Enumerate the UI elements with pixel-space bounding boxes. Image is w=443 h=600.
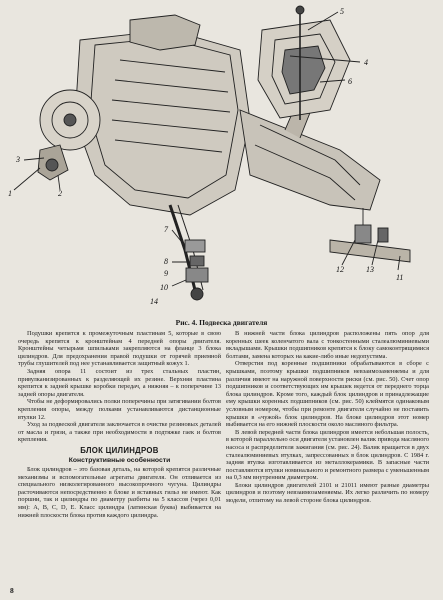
callout-5: 5 — [340, 7, 344, 16]
paragraph: В левой передней части блока цилиндров имеется небольшая полость, в которой параллельно оси двигателя установлен валик привода масляного насоса и распределителя зажигания (см. рис. 24). Валик вращается в двух сталеалюминиевых втулках, запрессованных в блок цилиндров. С 1984 г. задняя втулка изготавливается из металлокерамики. В запасные части поставляются втулки номинального и ремонтного размера с уменьшенным на 0,3 мм внутренним диаметром. — [226, 428, 429, 482]
callout-12: 12 — [336, 265, 344, 274]
figure-caption: Рис. 4. Подвеска двигателя — [175, 318, 268, 327]
callout-4: 4 — [364, 58, 368, 67]
right-column — [226, 330, 429, 505]
callout-11: 11 — [396, 273, 404, 282]
callout-1: 1 — [8, 189, 12, 198]
paragraph: Подушки крепятся к промежуточным пластинам 5, которые в свою очередь крепятся к кронштейнам 4 передней опоры двигателя. Кронштейны четырьмя шпильками закрепляются на фланце 3 блока цилиндров. Для предохранения правой подушки от горячей приемной трубы глушителей под нее устанавливается защитный кожух 1. — [18, 330, 221, 368]
paragraph: Чтобы не деформировались полки поперечины при затягивании болтов крепления опоры, между полками устанавливаются дистанционные втулки 12. — [18, 398, 221, 421]
paragraph: Блоки цилиндров двигателей 2101 и 21011 имеют разные диаметры цилиндров и поэтому невзаимозаменяемы. Их легко различить по номеру модели, отлитому на левой стороне блока цилиндров. — [226, 481, 429, 505]
callout-2: 2 — [58, 189, 62, 198]
paragraph: Отверстия под коренные подшипники обрабатываются в сборе с крышками, поэтому крышки подшипников невзаимозаменяемы и для различия имеют на наружной поверхности риски (см. рис. 50). Счет опор подшипников и соответствующих им крышек ведется от переднего торца блока цилиндров. Кроме того, каждый блок цилиндров и принадлежащие ему крышки коренных подшипников (см. рис. 50) клеймятся одинаковым условным номером, чтобы при ремонте двигателя случайно не поставить крышки в «чужой» блок цилиндров. На блоке цилиндров этот номер выбивается на его нижней плоскости около масляного фильтра. — [226, 360, 429, 429]
callout-7: 7 — [164, 225, 168, 234]
subsection-title: Конструктивные особенности — [68, 456, 171, 464]
callout-13: 13 — [366, 265, 374, 274]
callout-9: 9 — [164, 269, 168, 278]
paragraph: Уход за подвеской двигателя заключается в очистке резиновых деталей от масла и грязи, а также при необходимости в подтяжке гаек и болтов крепления. — [18, 421, 221, 444]
callout-8: 8 — [164, 257, 168, 266]
paragraph: Блок цилиндров – это базовая деталь, на которой крепятся различные механизмы и вспомогательные агрегаты двигателя. Он отливается из специального низколегированного высокопрочного чугуна. Цилиндры расточиваются непосредственно в блоке и вставных гильз не имеют. Как поршни, так и цилиндры по диаметру разбиты на 5 классов (через 0,01 мм): A, B, C, D, E. Класс цилиндра (латинская буква) выбивается на нижней плоскости блока против каждого цилиндра. — [18, 466, 221, 519]
callout-3: 3 — [16, 155, 20, 164]
paragraph: Задняя опора 11 состоит из трех стальных пластин, привулканизированных к разделяющей их резине. Верхняя пластина крепится к задней крышке коробки передач, а нижняя – к поперечине 13 задней опоры двигателя. — [18, 367, 221, 398]
callout-10: 10 — [160, 283, 168, 292]
left-column — [18, 330, 221, 519]
paragraph: В нижней части блока цилиндров расположены пять опор для коренных шеек коленчатого вала с тонкостенными сталеалюминиевыми вкладышами. Крышки подшипников крепятся к блоку самоконтрящимися болтами, замена которых на какие-либо иные недопустима. — [226, 330, 429, 360]
callout-6: 6 — [348, 77, 352, 86]
section-title: БЛОК ЦИЛИНДРОВ — [80, 445, 159, 455]
page-number: 8 — [10, 586, 14, 595]
callout-14: 14 — [150, 297, 158, 306]
